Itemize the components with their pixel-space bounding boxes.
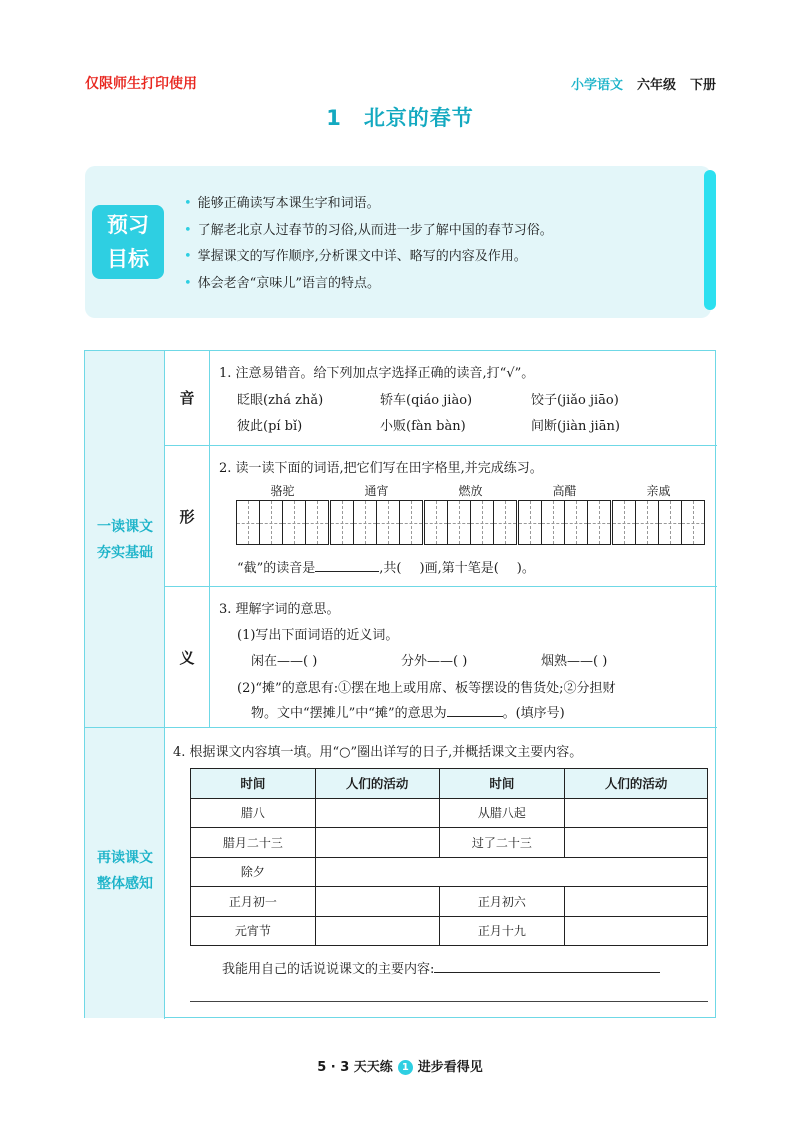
word-grid — [424, 482, 517, 545]
footer — [0, 1056, 800, 1075]
header-time: 时间 — [439, 769, 565, 799]
tianzige[interactable] — [330, 500, 423, 545]
table-row — [191, 857, 708, 887]
category-sound: 音 — [179, 389, 195, 407]
lesson-title — [0, 102, 800, 132]
pinyin-choice[interactable]: 饺子(jiǎo jiāo) — [531, 393, 619, 408]
answer-blank[interactable] — [447, 716, 503, 717]
word-label: 骆驼 — [270, 484, 295, 498]
word-grid — [236, 482, 329, 545]
pinyin-choice[interactable]: 小贩(fàn bàn) — [380, 419, 466, 434]
table-row — [191, 828, 708, 858]
synonym-item[interactable]: 分外——( ) — [401, 654, 468, 669]
question-4: 4. 根据课文内容填一填。用“○”圈出详写的日子,并概括课文主要内容。 — [173, 745, 583, 760]
volume-label: 下册 — [689, 78, 716, 93]
time-cell: 腊八 — [191, 798, 316, 828]
table-header-row — [191, 769, 708, 799]
synonym-item[interactable]: 烟熟——( ) — [541, 654, 608, 669]
table-row — [191, 887, 708, 917]
print-notice: 仅限师生打印使用 — [85, 76, 197, 92]
time-cell: 腊月二十三 — [191, 828, 316, 858]
preview-badge-line1: 预习 — [107, 213, 149, 237]
header-time: 时间 — [191, 769, 316, 799]
word-label: 高醋 — [552, 484, 577, 498]
word-label: 亲戚 — [646, 484, 671, 498]
time-cell: 正月十九 — [439, 916, 565, 946]
grade-label: 六年级 — [636, 78, 676, 93]
time-cell: 正月初一 — [191, 887, 316, 917]
question-2: 2. 读一读下面的词语,把它们写在田字格里,并完成练习。 — [219, 461, 543, 476]
footer-slogan: 进步看得见 — [417, 1060, 483, 1075]
word-label: 通宵 — [364, 484, 389, 498]
preview-badge-line2: 目标 — [107, 247, 149, 271]
answer-blank[interactable] — [315, 571, 379, 572]
time-cell: 元宵节 — [191, 916, 316, 946]
pinyin-choice[interactable]: 彼此(pí bǐ) — [237, 419, 303, 434]
question-3-part2-cont: 物。文中“摆摊儿”中“摊”的意思为 。(填序号) — [251, 706, 565, 721]
objective-item: • 了解老北京人过春节的习俗,从而进一步了解中国的春节习俗。 — [184, 218, 553, 245]
objective-item: • 体会老舍“京味儿”语言的特点。 — [184, 271, 553, 298]
preview-badge — [92, 205, 164, 279]
activity-cell[interactable] — [315, 857, 707, 887]
question-3-part2: (2)“摊”的意思有:①摆在地上或用席、板等摆设的售货处;②分担财 — [237, 681, 616, 696]
summary-prompt: 我能用自己的话说说课文的主要内容: — [222, 958, 660, 977]
summary-line[interactable] — [190, 1001, 708, 1002]
preview-accent-bar — [704, 170, 716, 310]
time-cell: 除夕 — [191, 857, 316, 887]
synonym-item[interactable]: 闲在——( ) — [251, 654, 318, 669]
category-shape: 形 — [179, 508, 195, 526]
table-row — [191, 798, 708, 828]
summary-blank[interactable] — [434, 972, 660, 973]
question-1: 1. 注意易错音。给下列加点字选择正确的读音,打“√”。 — [219, 366, 535, 381]
pinyin-choice[interactable]: 间断(jiàn jiān) — [531, 419, 620, 434]
footer-badge: 1 — [398, 1060, 413, 1075]
objective-item: • 能够正确读写本课生字和词语。 — [184, 191, 553, 218]
section1-label: 一读课文 夯实基础 — [97, 519, 153, 561]
lesson-number: 1 — [326, 106, 342, 130]
question-3-part1: (1)写出下面词语的近义词。 — [237, 628, 399, 643]
word-grid — [612, 482, 705, 545]
activity-cell[interactable] — [315, 828, 439, 858]
word-label: 燃放 — [458, 484, 483, 498]
lesson-name: 北京的春节 — [363, 106, 474, 130]
section2-label: 再读课文 整体感知 — [97, 850, 153, 892]
tianzige[interactable] — [612, 500, 705, 545]
time-cell: 从腊八起 — [439, 798, 565, 828]
activity-cell[interactable] — [315, 798, 439, 828]
pinyin-choice[interactable]: 轿车(qiáo jiào) — [380, 393, 473, 408]
stroke-question: “截”的读音是 ,共( )画,第十笔是( )。 — [237, 561, 535, 576]
book-info — [571, 74, 716, 93]
word-grid — [518, 482, 611, 545]
pinyin-choice[interactable]: 眨眼(zhá zhǎ) — [237, 393, 324, 408]
activity-cell[interactable] — [565, 916, 708, 946]
activity-table — [190, 768, 708, 946]
preview-objectives — [184, 191, 553, 297]
activity-cell[interactable] — [315, 916, 439, 946]
tianzige[interactable] — [424, 500, 517, 545]
tianzige[interactable] — [236, 500, 329, 545]
subject-label: 小学语文 — [570, 78, 623, 93]
activity-cell[interactable] — [315, 887, 439, 917]
footer-brand: 5 · 3 天天练 — [317, 1060, 393, 1075]
header-activity: 人们的活动 — [565, 769, 708, 799]
activity-cell[interactable] — [565, 828, 708, 858]
tianzige[interactable] — [518, 500, 611, 545]
table-row — [191, 916, 708, 946]
activity-cell[interactable] — [565, 798, 708, 828]
category-meaning: 义 — [179, 649, 195, 667]
question-3: 3. 理解字词的意思。 — [219, 602, 340, 617]
activity-cell[interactable] — [565, 887, 708, 917]
word-grid — [330, 482, 423, 545]
objective-item: • 掌握课文的写作顺序,分析课文中详、略写的内容及作用。 — [184, 244, 553, 271]
time-cell: 正月初六 — [439, 887, 565, 917]
time-cell: 过了二十三 — [439, 828, 565, 858]
header-activity: 人们的活动 — [315, 769, 439, 799]
